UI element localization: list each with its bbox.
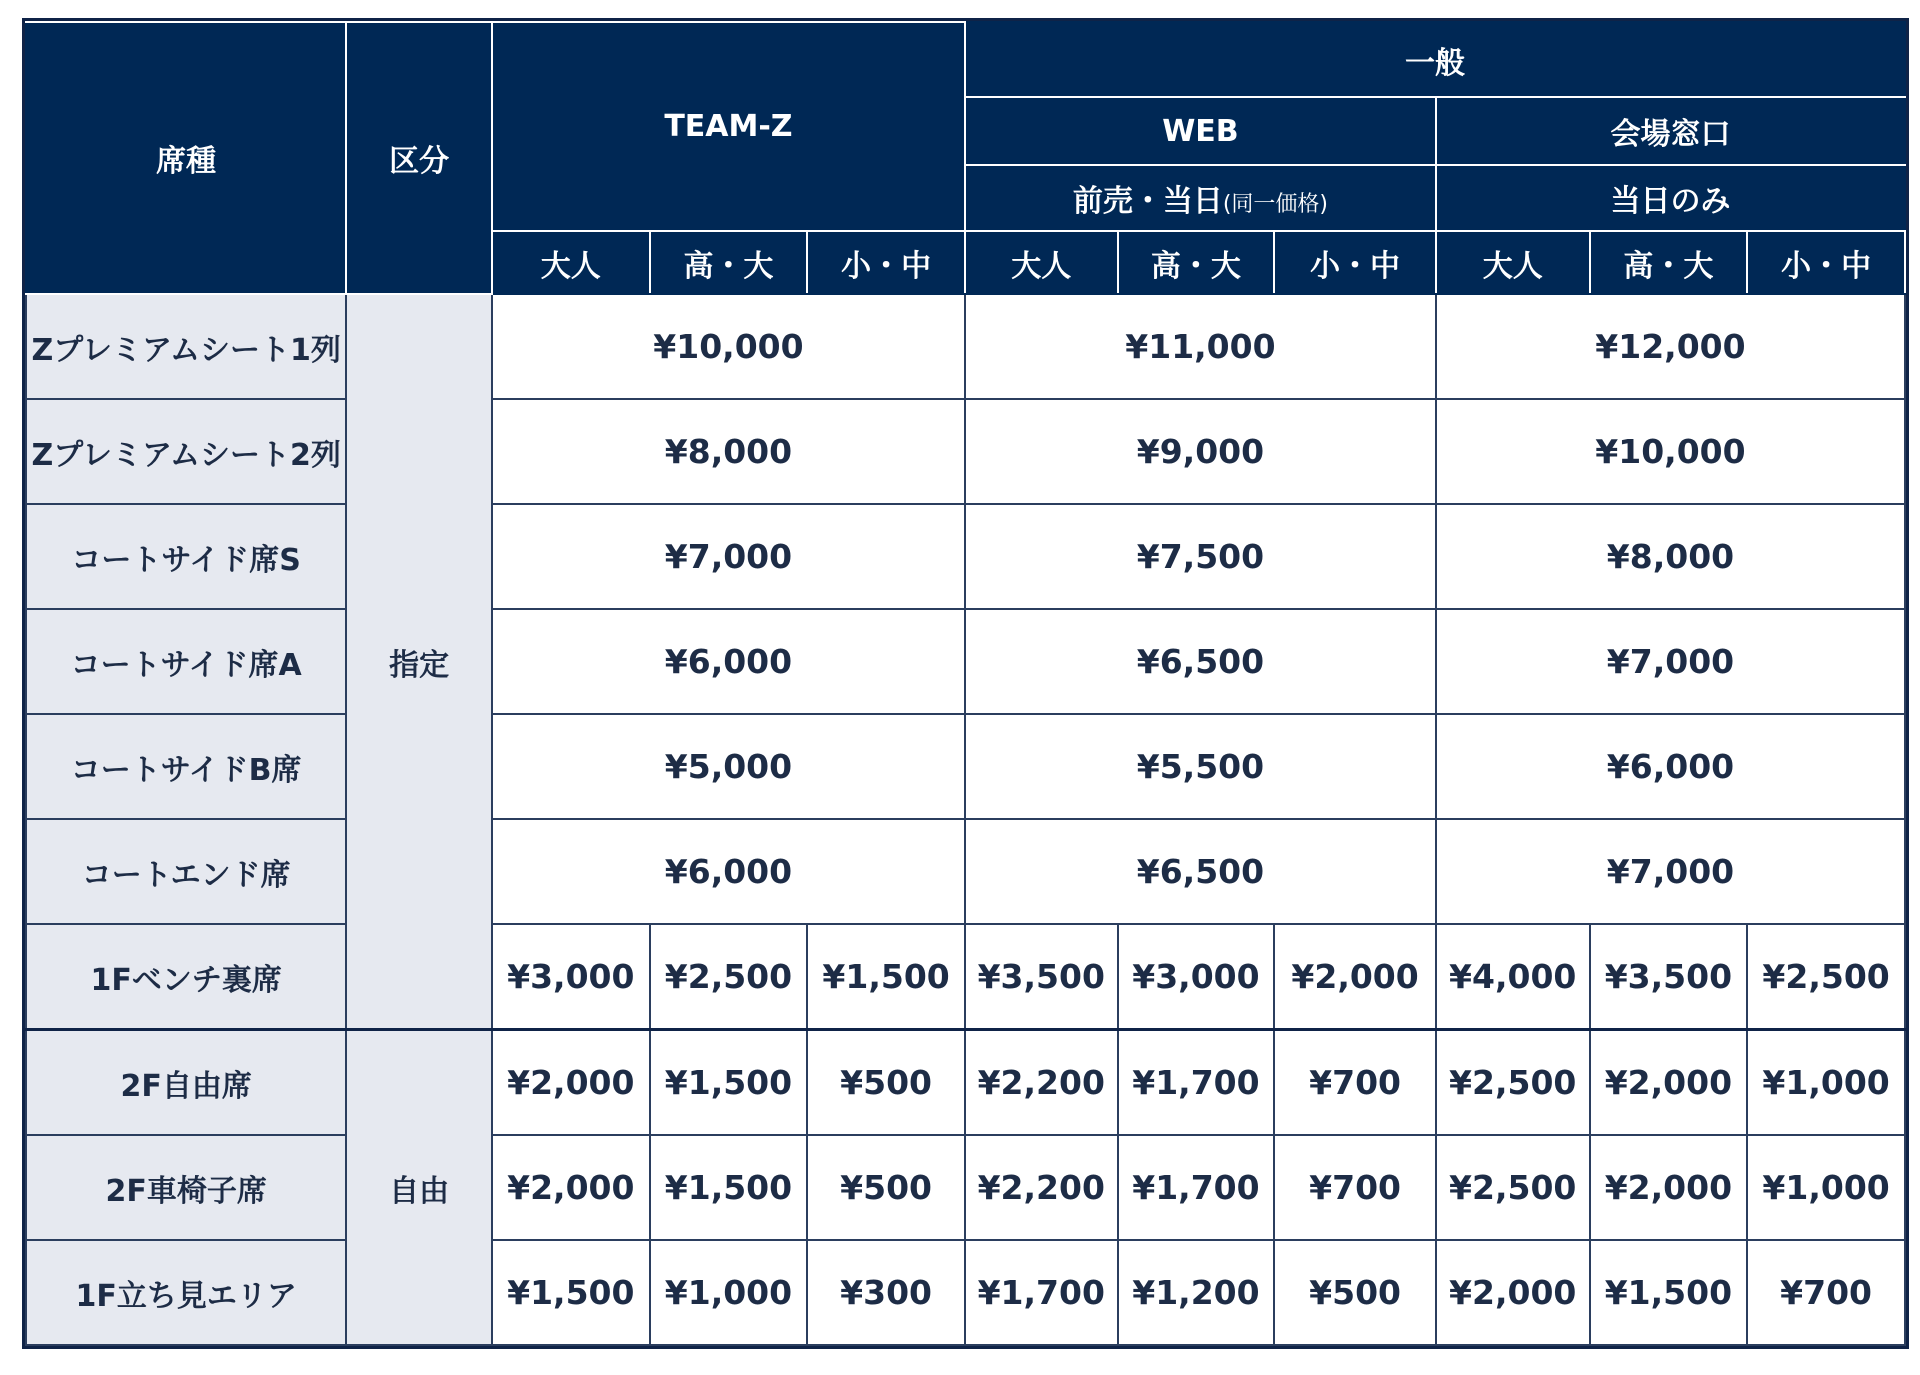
price-cell: ¥2,000 bbox=[1274, 924, 1436, 1030]
seat-type-cell: コートサイド席A bbox=[26, 609, 346, 714]
age-group-header: 大人 bbox=[492, 231, 650, 294]
price-cell: ¥1,500 bbox=[1590, 1240, 1748, 1345]
seat-type-cell: 1F立ち見エリア bbox=[26, 1240, 346, 1345]
price-cell: ¥1,500 bbox=[650, 1135, 808, 1240]
category-free-cell: 自由 bbox=[346, 1030, 492, 1346]
category-header: 区分 bbox=[346, 22, 492, 294]
seat-type-cell: 2F車椅子席 bbox=[26, 1135, 346, 1240]
price-cell: ¥700 bbox=[1274, 1030, 1436, 1136]
table-row bbox=[26, 1240, 1905, 1345]
general-header: 一般 bbox=[965, 22, 1905, 97]
team-z-price-cell: ¥6,000 bbox=[492, 609, 965, 714]
seat-type-header: 席種 bbox=[26, 22, 346, 294]
web-sub-label: 前売・当日 bbox=[1072, 184, 1223, 219]
price-cell: ¥700 bbox=[1274, 1135, 1436, 1240]
team-z-price-cell: ¥10,000 bbox=[492, 294, 965, 399]
team-z-price-cell: ¥8,000 bbox=[492, 399, 965, 504]
table-row bbox=[26, 609, 1905, 714]
table-row bbox=[26, 504, 1905, 609]
price-cell: ¥3,000 bbox=[1118, 924, 1275, 1030]
age-group-header: 小・中 bbox=[807, 231, 965, 294]
team-z-header: TEAM-Z bbox=[492, 22, 965, 231]
price-cell: ¥1,500 bbox=[492, 1240, 650, 1345]
web-price-cell: ¥9,000 bbox=[965, 399, 1436, 504]
web-price-cell: ¥7,500 bbox=[965, 504, 1436, 609]
seat-type-cell: コートサイドB席 bbox=[26, 714, 346, 819]
price-cell: ¥1,200 bbox=[1118, 1240, 1275, 1345]
venue-header: 会場窓口 bbox=[1436, 97, 1905, 165]
age-group-header: 大人 bbox=[965, 231, 1118, 294]
age-group-header: 高・大 bbox=[1590, 231, 1748, 294]
table-row bbox=[26, 1030, 1905, 1136]
table-header bbox=[26, 22, 1905, 294]
price-cell: ¥4,000 bbox=[1436, 924, 1590, 1030]
seat-type-cell: コートサイド席S bbox=[26, 504, 346, 609]
price-cell: ¥2,000 bbox=[492, 1030, 650, 1136]
age-group-header: 高・大 bbox=[650, 231, 808, 294]
price-cell: ¥3,500 bbox=[1590, 924, 1748, 1030]
venue-price-cell: ¥7,000 bbox=[1436, 609, 1905, 714]
price-cell: ¥1,700 bbox=[1118, 1135, 1275, 1240]
table-row bbox=[26, 714, 1905, 819]
venue-sub-header: 当日のみ bbox=[1436, 165, 1905, 231]
team-z-price-cell: ¥6,000 bbox=[492, 819, 965, 924]
venue-price-cell: ¥8,000 bbox=[1436, 504, 1905, 609]
venue-price-cell: ¥7,000 bbox=[1436, 819, 1905, 924]
price-cell: ¥3,500 bbox=[965, 924, 1118, 1030]
seat-type-cell: Zプレミアムシート1列 bbox=[26, 294, 346, 399]
category-reserved-cell: 指定 bbox=[346, 294, 492, 1030]
web-price-cell: ¥5,500 bbox=[965, 714, 1436, 819]
seat-type-cell: 2F自由席 bbox=[26, 1030, 346, 1136]
price-cell: ¥2,200 bbox=[965, 1030, 1118, 1136]
venue-price-cell: ¥6,000 bbox=[1436, 714, 1905, 819]
seat-type-cell: コートエンド席 bbox=[26, 819, 346, 924]
price-cell: ¥2,500 bbox=[1747, 924, 1905, 1030]
price-cell: ¥2,500 bbox=[1436, 1030, 1590, 1136]
web-price-cell: ¥11,000 bbox=[965, 294, 1436, 399]
venue-price-cell: ¥12,000 bbox=[1436, 294, 1905, 399]
team-z-price-cell: ¥7,000 bbox=[492, 504, 965, 609]
table-row bbox=[26, 819, 1905, 924]
price-cell: ¥700 bbox=[1747, 1240, 1905, 1345]
price-cell: ¥2,500 bbox=[650, 924, 808, 1030]
web-header: WEB bbox=[965, 97, 1436, 165]
seat-type-cell: Zプレミアムシート2列 bbox=[26, 399, 346, 504]
price-cell: ¥3,000 bbox=[492, 924, 650, 1030]
price-cell: ¥2,000 bbox=[1590, 1030, 1748, 1136]
price-cell: ¥1,700 bbox=[1118, 1030, 1275, 1136]
price-cell: ¥1,500 bbox=[807, 924, 965, 1030]
web-sub-note: (同一価格) bbox=[1222, 192, 1328, 217]
web-price-cell: ¥6,500 bbox=[965, 819, 1436, 924]
table-body bbox=[26, 294, 1905, 1345]
age-group-header: 小・中 bbox=[1747, 231, 1905, 294]
age-group-header: 高・大 bbox=[1118, 231, 1275, 294]
price-cell: ¥1,000 bbox=[1747, 1030, 1905, 1136]
seat-type-cell: 1Fベンチ裏席 bbox=[26, 924, 346, 1030]
team-z-price-cell: ¥5,000 bbox=[492, 714, 965, 819]
price-cell: ¥2,200 bbox=[965, 1135, 1118, 1240]
table-row bbox=[26, 1135, 1905, 1240]
web-sub-header bbox=[965, 165, 1436, 231]
price-cell: ¥1,000 bbox=[650, 1240, 808, 1345]
price-cell: ¥1,000 bbox=[1747, 1135, 1905, 1240]
web-price-cell: ¥6,500 bbox=[965, 609, 1436, 714]
price-cell: ¥300 bbox=[807, 1240, 965, 1345]
price-cell: ¥2,500 bbox=[1436, 1135, 1590, 1240]
age-group-header: 大人 bbox=[1436, 231, 1590, 294]
price-cell: ¥1,700 bbox=[965, 1240, 1118, 1345]
table-row bbox=[26, 924, 1905, 1030]
price-cell: ¥2,000 bbox=[1436, 1240, 1590, 1345]
age-group-header: 小・中 bbox=[1274, 231, 1436, 294]
price-cell: ¥500 bbox=[807, 1030, 965, 1136]
table-row bbox=[26, 399, 1905, 504]
price-cell: ¥1,500 bbox=[650, 1030, 808, 1136]
price-cell: ¥500 bbox=[1274, 1240, 1436, 1345]
ticket-price-table bbox=[25, 21, 1906, 1346]
table-row bbox=[26, 294, 1905, 399]
price-cell: ¥500 bbox=[807, 1135, 965, 1240]
price-cell: ¥2,000 bbox=[1590, 1135, 1748, 1240]
price-cell: ¥2,000 bbox=[492, 1135, 650, 1240]
venue-price-cell: ¥10,000 bbox=[1436, 399, 1905, 504]
